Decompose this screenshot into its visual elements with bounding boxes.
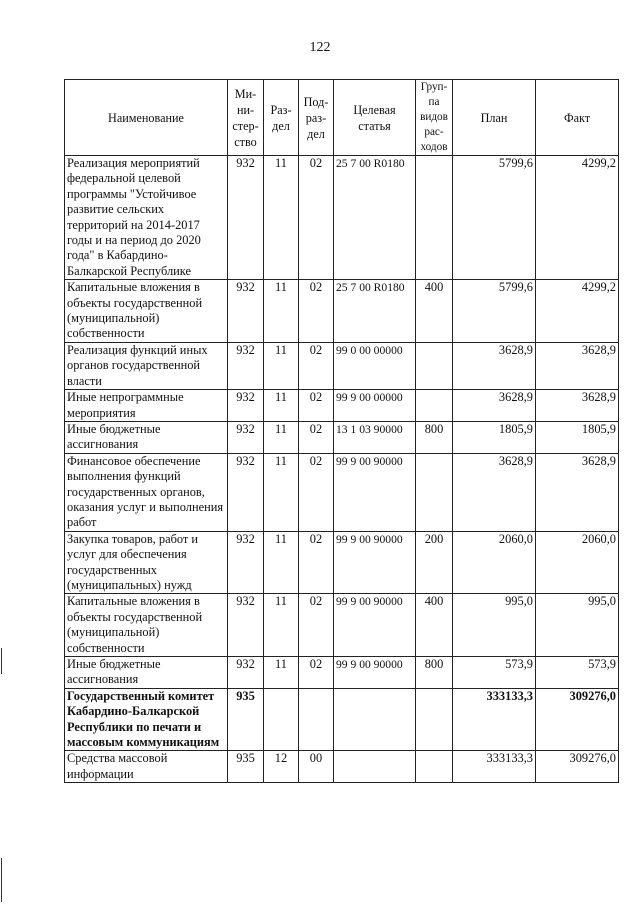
table-row [65, 531, 619, 594]
cell-target: 13 1 03 90000 [334, 421, 416, 453]
header-expense-group: Груп- па видов рас- ходов [416, 80, 453, 156]
cell-plan: 5799,6 [453, 156, 536, 280]
cell-plan: 3628,9 [453, 390, 536, 422]
cell-ministry: 932 [228, 421, 264, 453]
cell-name: Государственный комитет Кабардино-Балкарской Республики по печати и массовым коммуникациям [65, 688, 228, 751]
cell-fact: 3628,9 [536, 453, 619, 531]
cell-subsection: 02 [299, 594, 334, 657]
cell-fact: 4299,2 [536, 156, 619, 280]
table-row [65, 453, 619, 531]
cell-fact: 1805,9 [536, 421, 619, 453]
cell-plan: 3628,9 [453, 453, 536, 531]
cell-plan: 573,9 [453, 657, 536, 689]
cell-expense-group [416, 156, 453, 280]
budget-table [64, 79, 619, 783]
cell-ministry: 935 [228, 751, 264, 783]
cell-ministry: 932 [228, 342, 264, 389]
header-section: Раз- дел [264, 80, 299, 156]
cell-name: Иные бюджетные ассигнования [65, 421, 228, 453]
cell-expense-group [416, 342, 453, 389]
cell-ministry: 932 [228, 156, 264, 280]
cell-fact: 309276,0 [536, 751, 619, 783]
cell-subsection: 02 [299, 421, 334, 453]
cell-expense-group [416, 688, 453, 751]
cell-section [264, 688, 299, 751]
cell-expense-group: 400 [416, 280, 453, 343]
cell-name: Иные бюджетные ассигнования [65, 657, 228, 689]
table-header-row [65, 80, 619, 156]
cell-expense-group: 800 [416, 657, 453, 689]
cell-subsection [299, 688, 334, 751]
cell-ministry: 932 [228, 594, 264, 657]
cell-subsection: 02 [299, 453, 334, 531]
cell-plan: 3628,9 [453, 342, 536, 389]
cell-name: Закупка товаров, работ и услуг для обеспечения государственных (муниципальных) нужд [65, 531, 228, 594]
header-name: Наименование [65, 80, 228, 156]
cell-plan: 333133,3 [453, 751, 536, 783]
cell-section: 11 [264, 156, 299, 280]
cell-expense-group [416, 453, 453, 531]
cell-expense-group: 200 [416, 531, 453, 594]
cell-plan: 1805,9 [453, 421, 536, 453]
cell-plan: 333133,3 [453, 688, 536, 751]
cell-section: 11 [264, 657, 299, 689]
cell-target: 99 9 00 00000 [334, 390, 416, 422]
cell-ministry: 932 [228, 657, 264, 689]
cell-plan: 995,0 [453, 594, 536, 657]
header-ministry: Ми- ни- стер- ство [228, 80, 264, 156]
cell-subsection: 02 [299, 657, 334, 689]
table-row [65, 751, 619, 783]
cell-name: Средства массовой информации [65, 751, 228, 783]
header-fact: Факт [536, 80, 619, 156]
cell-fact: 995,0 [536, 594, 619, 657]
cell-name: Капитальные вложения в объекты государственной (муниципальной) собственности [65, 594, 228, 657]
cell-target [334, 751, 416, 783]
cell-target: 25 7 00 R0180 [334, 156, 416, 280]
cell-subsection: 02 [299, 390, 334, 422]
cell-section: 11 [264, 421, 299, 453]
cell-ministry: 932 [228, 280, 264, 343]
cell-subsection: 00 [299, 751, 334, 783]
table-row [65, 688, 619, 751]
table-row [65, 421, 619, 453]
table-row [65, 594, 619, 657]
page-number: 122 [309, 40, 331, 55]
cell-ministry: 932 [228, 390, 264, 422]
cell-name: Реализация функций иных органов государственной власти [65, 342, 228, 389]
header-plan: План [453, 80, 536, 156]
cell-section: 11 [264, 531, 299, 594]
cell-subsection: 02 [299, 280, 334, 343]
cell-subsection: 02 [299, 156, 334, 280]
cell-target: 99 9 00 90000 [334, 453, 416, 531]
cell-plan: 5799,6 [453, 280, 536, 343]
table-row [65, 657, 619, 689]
cell-target: 99 9 00 90000 [334, 531, 416, 594]
margin-mark [1, 858, 2, 902]
cell-name: Реализация мероприятий федеральной целевой программы "Устойчивое развитие сельских территорий на 2014-2017 годы и на период до 2020 года" в Кабардино-Балкарской Республике [65, 156, 228, 280]
cell-section: 11 [264, 390, 299, 422]
cell-name: Финансовое обеспечение выполнения функций государственных органов, оказания услуг и выполнения работ [65, 453, 228, 531]
cell-subsection: 02 [299, 342, 334, 389]
cell-target: 99 9 00 90000 [334, 657, 416, 689]
cell-section: 11 [264, 594, 299, 657]
table-row [65, 156, 619, 280]
cell-fact: 309276,0 [536, 688, 619, 751]
cell-name: Капитальные вложения в объекты государственной (муниципальной) собственности [65, 280, 228, 343]
cell-subsection: 02 [299, 531, 334, 594]
cell-name: Иные непрограммные мероприятия [65, 390, 228, 422]
cell-ministry: 935 [228, 688, 264, 751]
cell-fact: 573,9 [536, 657, 619, 689]
table-row [65, 280, 619, 343]
cell-fact: 4299,2 [536, 280, 619, 343]
cell-fact: 3628,9 [536, 342, 619, 389]
cell-expense-group [416, 390, 453, 422]
cell-section: 12 [264, 751, 299, 783]
cell-ministry: 932 [228, 531, 264, 594]
table-row [65, 390, 619, 422]
cell-section: 11 [264, 453, 299, 531]
header-subsection: Под- раз- дел [299, 80, 334, 156]
margin-mark [1, 648, 2, 674]
cell-fact: 2060,0 [536, 531, 619, 594]
cell-expense-group: 400 [416, 594, 453, 657]
cell-fact: 3628,9 [536, 390, 619, 422]
cell-expense-group [416, 751, 453, 783]
cell-target: 25 7 00 R0180 [334, 280, 416, 343]
cell-target: 99 0 00 00000 [334, 342, 416, 389]
cell-ministry: 932 [228, 453, 264, 531]
cell-plan: 2060,0 [453, 531, 536, 594]
cell-section: 11 [264, 342, 299, 389]
cell-target: 99 9 00 90000 [334, 594, 416, 657]
cell-section: 11 [264, 280, 299, 343]
cell-target [334, 688, 416, 751]
table-row [65, 342, 619, 389]
cell-expense-group: 800 [416, 421, 453, 453]
header-target: Целевая статья [334, 80, 416, 156]
